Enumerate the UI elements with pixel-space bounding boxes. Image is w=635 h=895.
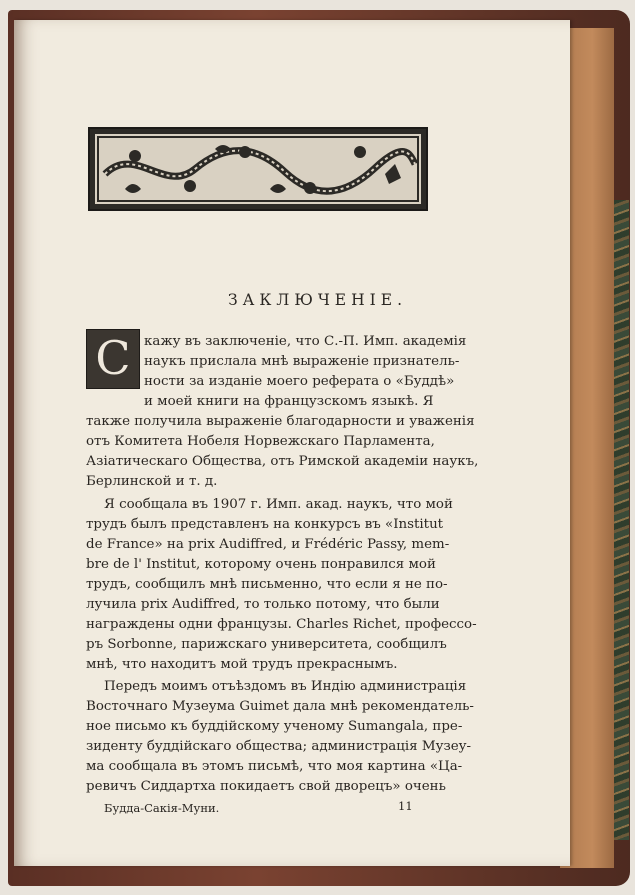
text-line: также получила выраженіе благодарности и уваженія [86, 414, 475, 429]
text-line: ное письмо къ буддійскому ученому Sumangala, пре- [86, 719, 463, 734]
text-line: de France» на prix Audiffred, и Frédéric Passy, mem- [86, 537, 450, 552]
text-line: ревичъ Сиддартха покидаетъ свой дворецъ» очень [86, 779, 446, 794]
sheet-number: 11 [398, 799, 413, 813]
text-line: Передъ моимъ отъѣздомъ въ Индію администрація [104, 679, 467, 694]
drop-cap: С [86, 329, 140, 389]
text-line: трудъ, сообщилъ мнѣ письменно, что если я не по- [86, 577, 448, 592]
text-line: наукъ прислала мнѣ выраженіе признатель- [144, 354, 460, 369]
text-line: отъ Комитета Нобеля Норвежскаго Парламента, [86, 434, 435, 449]
ornamental-headpiece [88, 127, 428, 211]
text-line: мнѣ, что находитъ мой трудъ прекраснымъ. [86, 657, 398, 672]
text-line: Восточнаго Музеума Guimet дала мнѣ рекомендатель- [86, 699, 474, 714]
text-line: кажу въ заключеніе, что С.-П. Имп. академія [144, 334, 467, 349]
text-line: Азіатическаго Общества, отъ Римской академіи наукъ, [86, 454, 479, 469]
text-line: ръ Sorbonne, парижскаго университета, сообщилъ [86, 637, 447, 652]
text-line: ности за изданіе моего реферата о «Буддѣ» [144, 374, 455, 389]
text-line: Я сообщала въ 1907 г. Имп. акад. наукъ, что мой [104, 497, 453, 512]
text-line: и моей книги на французскомъ языкѣ. Я [144, 394, 434, 409]
text-line: ма сообщала въ этомъ письмѣ, что моя картина «Ца- [86, 759, 463, 774]
text-line: зиденту буддійскаго общества; администрація Музеу- [86, 739, 472, 754]
text-line: Берлинской и т. д. [86, 474, 218, 489]
text-line: трудъ былъ представленъ на конкурсъ въ «Institut [86, 517, 444, 532]
text-line: bre de l' Institut, которому очень понравился мой [86, 557, 436, 572]
text-line: лучила prix Audiffred, то только потому, что были [86, 597, 440, 612]
text-line: награждены одни французы. Charles Richet, профессо- [86, 617, 477, 632]
signature-mark: Будда-Сакія-Муни. [104, 801, 220, 815]
chapter-heading: ЗАКЛЮЧЕНІЕ. [228, 291, 407, 309]
